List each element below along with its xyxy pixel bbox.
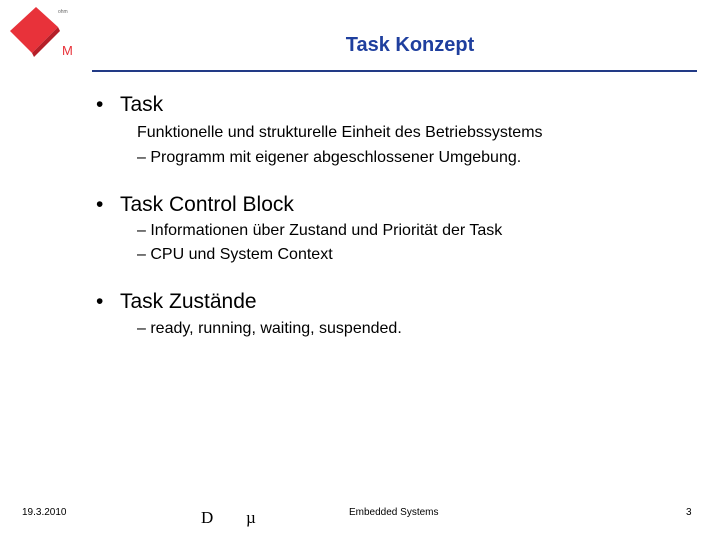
bullet-task-control-block <box>96 193 294 217</box>
sub-item: – ready, running, waiting, suspended. <box>137 320 402 337</box>
title-underline <box>92 70 697 72</box>
footer-symbol-d: D <box>201 508 214 527</box>
bullet-task-zustaende <box>96 290 257 314</box>
bullet-dot: • <box>96 93 104 116</box>
logo-small-text: ohm <box>58 9 68 15</box>
bullet-dot: • <box>96 193 104 216</box>
page-title: Task Konzept <box>345 34 475 56</box>
bullet-label: Task Zustände <box>120 290 257 313</box>
sub-item: – Informationen über Zustand und Priorität der Task <box>137 222 503 239</box>
logo-letter: M <box>62 43 73 58</box>
page-number: 3 <box>686 507 692 518</box>
bullet-task <box>96 93 163 117</box>
bullet-dot: • <box>96 290 104 313</box>
footer-title: Embedded Systems <box>349 507 439 518</box>
sub-item: Funktionelle und strukturelle Einheit des Betriebssystems <box>137 124 543 141</box>
bullet-label: Task <box>120 93 164 116</box>
sub-item: – CPU und System Context <box>137 246 333 263</box>
bullet-label: Task Control Block <box>120 193 294 216</box>
sub-item: – Programm mit eigener abgeschlossener Umgebung. <box>137 149 522 166</box>
footer-symbol-mu: µ <box>246 508 256 527</box>
footer-date: 19.3.2010 <box>22 507 67 518</box>
